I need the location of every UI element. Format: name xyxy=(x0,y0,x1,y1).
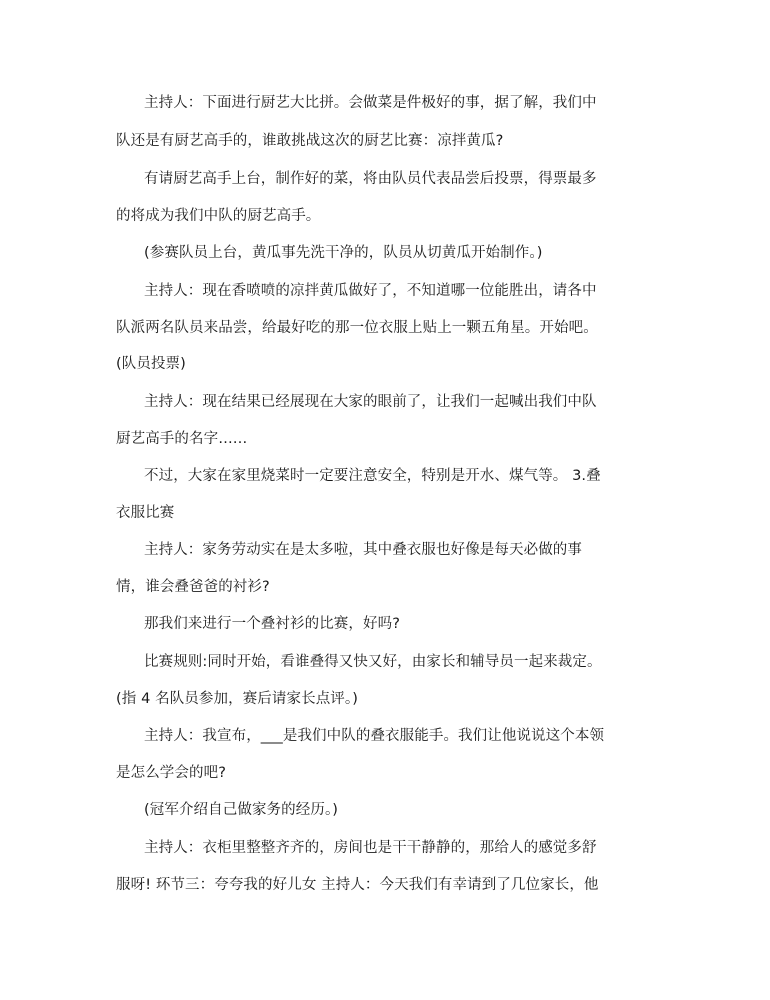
paragraph-line: 不过，大家在家里烧菜时一定要注意安全，特别是开水、煤气等。 3.叠 xyxy=(144,468,601,484)
paragraph-line: 队派两名队员来品尝，给最好吃的那一位衣服上贴上一颗五角星。开始吧。 xyxy=(116,320,598,336)
paragraph-line: 厨艺高手的名字…… xyxy=(116,431,248,447)
paragraph-line: 主持人：衣柜里整整齐齐的，房间也是干干静静的，那给人的感觉多舒 xyxy=(144,840,597,856)
paragraph-line: 有请厨艺高手上台，制作好的菜，将由队员代表品尝后投票，得票最多 xyxy=(144,171,597,187)
paragraph-line: (参赛队员上台，黄瓜事先洗干净的，队员从切黄瓜开始制作。) xyxy=(144,245,543,261)
paragraph-line: 主持人：下面进行厨艺大比拼。会做菜是件极好的事，据了解，我们中 xyxy=(144,95,597,111)
paragraph-line: 服呀! 环节三：夸夸我的好儿女 主持人：今天我们有幸请到了几位家长，他 xyxy=(116,877,599,893)
paragraph-line: 那我们来进行一个叠衬衫的比赛，好吗? xyxy=(144,616,400,632)
paragraph-line: 主持人：家务劳动实在是太多啦，其中叠衣服也好像是每天必做的事 xyxy=(144,542,582,558)
paragraph-line: 情，谁会叠爸爸的衬衫? xyxy=(116,579,270,595)
paragraph-line: 的将成为我们中队的厨艺高手。 xyxy=(116,208,321,224)
paragraph-line: 衣服比赛 xyxy=(116,505,175,521)
paragraph-line: (冠军介绍自己做家务的经历。) xyxy=(144,802,339,818)
paragraph-line: 主持人：现在结果已经展现在大家的眼前了，让我们一起喊出我们中队 xyxy=(144,394,597,410)
paragraph-line: (指 4 名队员参加，赛后请家长点评。) xyxy=(116,691,359,707)
paragraph-line: 主持人：我宣布，___是我们中队的叠衣服能手。我们让他说说这个本领 xyxy=(144,728,605,744)
paragraph-line: 主持人：现在香喷喷的凉拌黄瓜做好了，不知道哪一位能胜出，请各中 xyxy=(144,283,597,299)
paragraph-line: (队员投票) xyxy=(116,356,186,372)
paragraph-line: 比赛规则:同时开始，看谁叠得又快又好，由家长和辅导员一起来裁定。 xyxy=(144,654,602,670)
paragraph-line: 是怎么学会的吧? xyxy=(116,765,226,781)
paragraph-line: 队还是有厨艺高手的，谁敢挑战这次的厨艺比赛：凉拌黄瓜? xyxy=(116,133,504,149)
